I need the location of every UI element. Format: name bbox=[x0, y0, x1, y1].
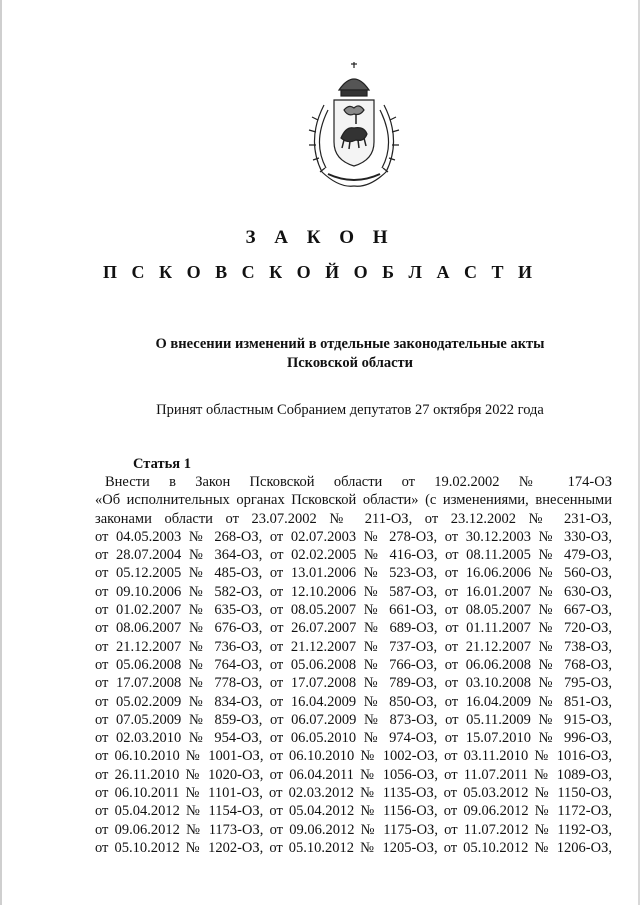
body-line: от 17.07.2008 № 778-ОЗ, от 17.07.2008 № 789-ОЗ, от 03.10.2008 № 795-ОЗ, bbox=[95, 675, 612, 692]
subject-line-1: О внесении изменений в отдельные законодательные акты bbox=[155, 336, 545, 352]
body-line: от 09.06.2012 № 1173-ОЗ, от 09.06.2012 № 1175-ОЗ, от 11.07.2012 № 1192-ОЗ, bbox=[95, 821, 612, 838]
article-heading: Статья 1 bbox=[133, 456, 191, 472]
body-line: от 26.11.2010 № 1020-ОЗ, от 06.04.2011 № 1056-ОЗ, от 11.07.2011 № 1089-ОЗ, bbox=[95, 766, 612, 783]
body-line: от 05.06.2008 № 764-ОЗ, от 05.06.2008 № 766-ОЗ, от 06.06.2008 № 768-ОЗ, bbox=[95, 656, 612, 673]
body-line: от 21.12.2007 № 736-ОЗ, от 21.12.2007 № 737-ОЗ, от 21.12.2007 № 738-ОЗ, bbox=[95, 638, 612, 655]
document-title: З А К О Н bbox=[245, 227, 395, 248]
body-line: от 06.10.2010 № 1001-ОЗ, от 06.10.2010 № 1002-ОЗ, от 03.11.2010 № 1016-ОЗ, bbox=[95, 748, 612, 765]
article-body bbox=[95, 473, 612, 857]
body-line: от 04.05.2003 № 268-ОЗ, от 02.07.2003 № 278-ОЗ, от 30.12.2003 № 330-ОЗ, bbox=[95, 528, 612, 545]
body-line: от 05.12.2005 № 485-ОЗ, от 13.01.2006 № 523-ОЗ, от 16.06.2006 № 560-ОЗ, bbox=[95, 565, 612, 582]
body-line: от 28.07.2004 № 364-ОЗ, от 02.02.2005 № 416-ОЗ, от 08.11.2005 № 479-ОЗ, bbox=[95, 547, 612, 564]
body-line: законами области от 23.07.2002 № 211-ОЗ, от 23.12.2002 № 231-ОЗ, bbox=[95, 510, 612, 527]
body-line: Внести в Закон Псковской области от 19.02.2002 № 174-ОЗ bbox=[105, 474, 612, 490]
body-line: от 07.05.2009 № 859-ОЗ, от 06.07.2009 № 873-ОЗ, от 05.11.2009 № 915-ОЗ, bbox=[95, 711, 612, 728]
body-line: от 08.06.2007 № 676-ОЗ, от 26.07.2007 № 689-ОЗ, от 01.11.2007 № 720-ОЗ, bbox=[95, 620, 612, 637]
body-line: от 02.03.2010 № 954-ОЗ, от 06.05.2010 № 974-ОЗ, от 15.07.2010 № 996-ОЗ, bbox=[95, 730, 612, 747]
subject-line-2: Псковской области bbox=[286, 355, 414, 371]
body-line: от 05.02.2009 № 834-ОЗ, от 16.04.2009 № 850-ОЗ, от 16.04.2009 № 851-ОЗ, bbox=[95, 693, 612, 710]
body-line: «Об исполнительных органах Псковской области» (с изменениями, внесенными bbox=[95, 492, 612, 509]
document-subject bbox=[100, 335, 600, 373]
body-line: от 05.10.2012 № 1202-ОЗ, от 05.10.2012 № 1205-ОЗ, от 05.10.2012 № 1206-ОЗ, bbox=[95, 839, 612, 856]
body-line: от 05.04.2012 № 1154-ОЗ, от 05.04.2012 № 1156-ОЗ, от 09.06.2012 № 1172-ОЗ, bbox=[95, 803, 612, 820]
coat-of-arms-icon bbox=[294, 60, 414, 195]
body-line: от 06.10.2011 № 1101-ОЗ, от 02.03.2012 № 1135-ОЗ, от 05.03.2012 № 1150-ОЗ, bbox=[95, 785, 612, 802]
document-region: П С К О В С К О Й О Б Л А С Т И bbox=[103, 262, 537, 282]
body-line: от 09.10.2006 № 582-ОЗ, от 12.10.2006 № 587-ОЗ, от 16.01.2007 № 630-ОЗ, bbox=[95, 583, 612, 600]
body-line: от 01.02.2007 № 635-ОЗ, от 08.05.2007 № 661-ОЗ, от 08.05.2007 № 667-ОЗ, bbox=[95, 602, 612, 619]
scan-edge-left bbox=[0, 0, 2, 905]
adoption-note: Принят областным Собранием депутатов 27 октября 2022 года bbox=[156, 402, 544, 418]
